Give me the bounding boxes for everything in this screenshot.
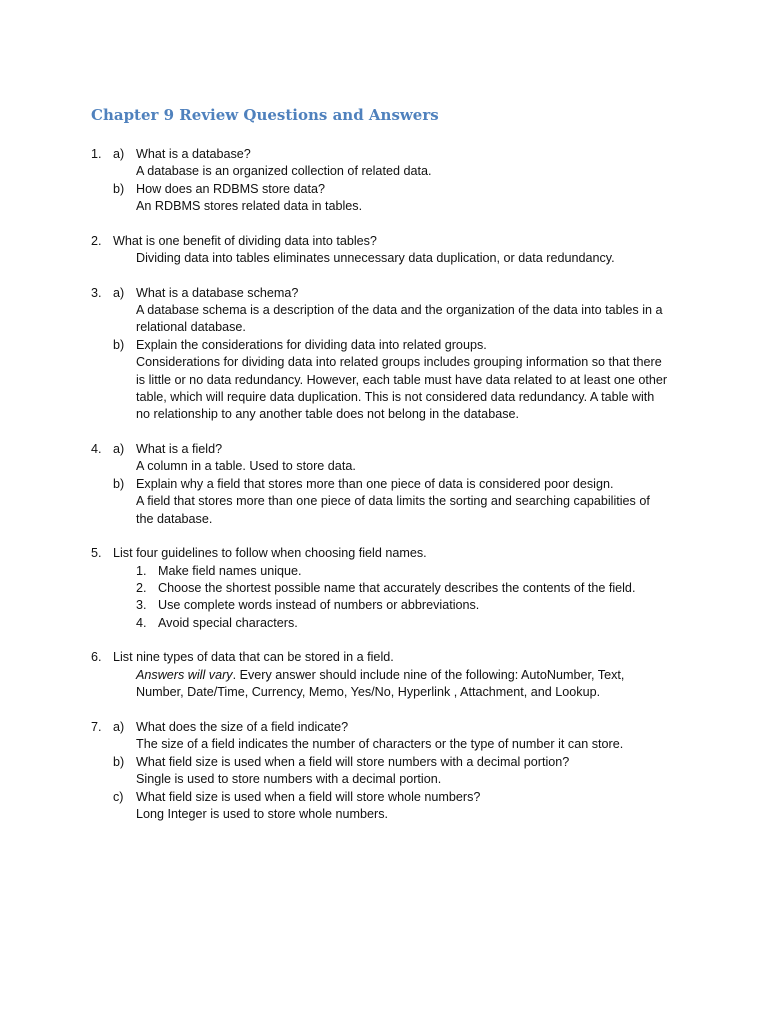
part-label: a) <box>113 720 125 734</box>
question-number: 1. <box>91 147 102 161</box>
answer-text: A field that stores more than one piece of data limits the sorting and searching capabilities of <box>136 494 650 508</box>
question-text: List nine types of data that can be stored in a field. <box>113 650 394 664</box>
question-text: Explain why a field that stores more than one piece of data is considered poor design. <box>136 477 614 491</box>
question-text: What field size is used when a field will store numbers with a decimal portion? <box>136 755 570 769</box>
question-number: 4. <box>91 442 102 456</box>
question-text: What is a field? <box>136 442 223 456</box>
answer-text: A database schema is a description of the data and the organization of the data into tables in a <box>136 303 663 317</box>
question-text: What is one benefit of dividing data into tables? <box>113 234 377 248</box>
page-title: Chapter 9 Review Questions and Answers <box>91 106 439 124</box>
part-label: a) <box>113 286 125 300</box>
answer-text: Dividing data into tables eliminates unnecessary data duplication, or data redundancy. <box>136 251 615 265</box>
answer-italic: Answers will vary <box>136 668 233 682</box>
answer-text: A column in a table. Used to store data. <box>136 459 356 473</box>
part-label: c) <box>113 790 124 804</box>
list-item: Make field names unique. <box>158 564 302 578</box>
list-number: 3. <box>136 598 147 612</box>
question-text: How does an RDBMS store data? <box>136 182 325 196</box>
answer-text: Long Integer is used to store whole numbers. <box>136 807 389 821</box>
list-item: Use complete words instead of numbers or abbreviations. <box>158 598 480 612</box>
answer-text: Considerations for dividing data into related groups includes grouping information so that there <box>136 355 662 369</box>
answer-text: no relationship to any another table does not belong in the database. <box>136 407 519 421</box>
question-text: What field size is used when a field will store whole numbers? <box>136 790 481 804</box>
part-label: b) <box>113 182 125 196</box>
answer-text: table, which will require data duplication. This is not considered data redundancy. A table with <box>136 390 655 404</box>
question-number: 2. <box>91 234 102 248</box>
question-number: 7. <box>91 720 102 734</box>
answer-text: the database. <box>136 512 213 526</box>
list-item: Avoid special characters. <box>158 616 298 630</box>
part-label: a) <box>113 147 125 161</box>
list-item: Choose the shortest possible name that accurately describes the contents of the field. <box>158 581 636 595</box>
list-number: 2. <box>136 581 147 595</box>
question-text: What does the size of a field indicate? <box>136 720 349 734</box>
question-number: 6. <box>91 650 102 664</box>
list-number: 1. <box>136 564 147 578</box>
question-text: List four guidelines to follow when choosing field names. <box>113 546 427 560</box>
question-text: Explain the considerations for dividing data into related groups. <box>136 338 487 352</box>
answer-text: is little or no data redundancy. However, each table must have data related to at least one other <box>136 373 668 387</box>
question-text: What is a database? <box>136 147 251 161</box>
answer-text: Number, Date/Time, Currency, Memo, Yes/No, Hyperlink , Attachment, and Lookup. <box>136 685 601 699</box>
answer-text: An RDBMS stores related data in tables. <box>136 199 363 213</box>
question-number: 3. <box>91 286 102 300</box>
answer-text <box>136 667 624 683</box>
list-number: 4. <box>136 616 147 630</box>
answer-rest: . Every answer should include nine of the following: AutoNumber, Text, <box>232 668 625 682</box>
part-label: b) <box>113 338 125 352</box>
answer-text: The size of a field indicates the number of characters or the type of number it can store. <box>136 737 624 751</box>
part-label: b) <box>113 477 125 491</box>
question-text: What is a database schema? <box>136 286 299 300</box>
answer-text: Single is used to store numbers with a decimal portion. <box>136 772 442 786</box>
part-label: b) <box>113 755 125 769</box>
question-number: 5. <box>91 546 102 560</box>
part-label: a) <box>113 442 125 456</box>
answer-text: A database is an organized collection of related data. <box>136 164 432 178</box>
answer-text: relational database. <box>136 320 246 334</box>
